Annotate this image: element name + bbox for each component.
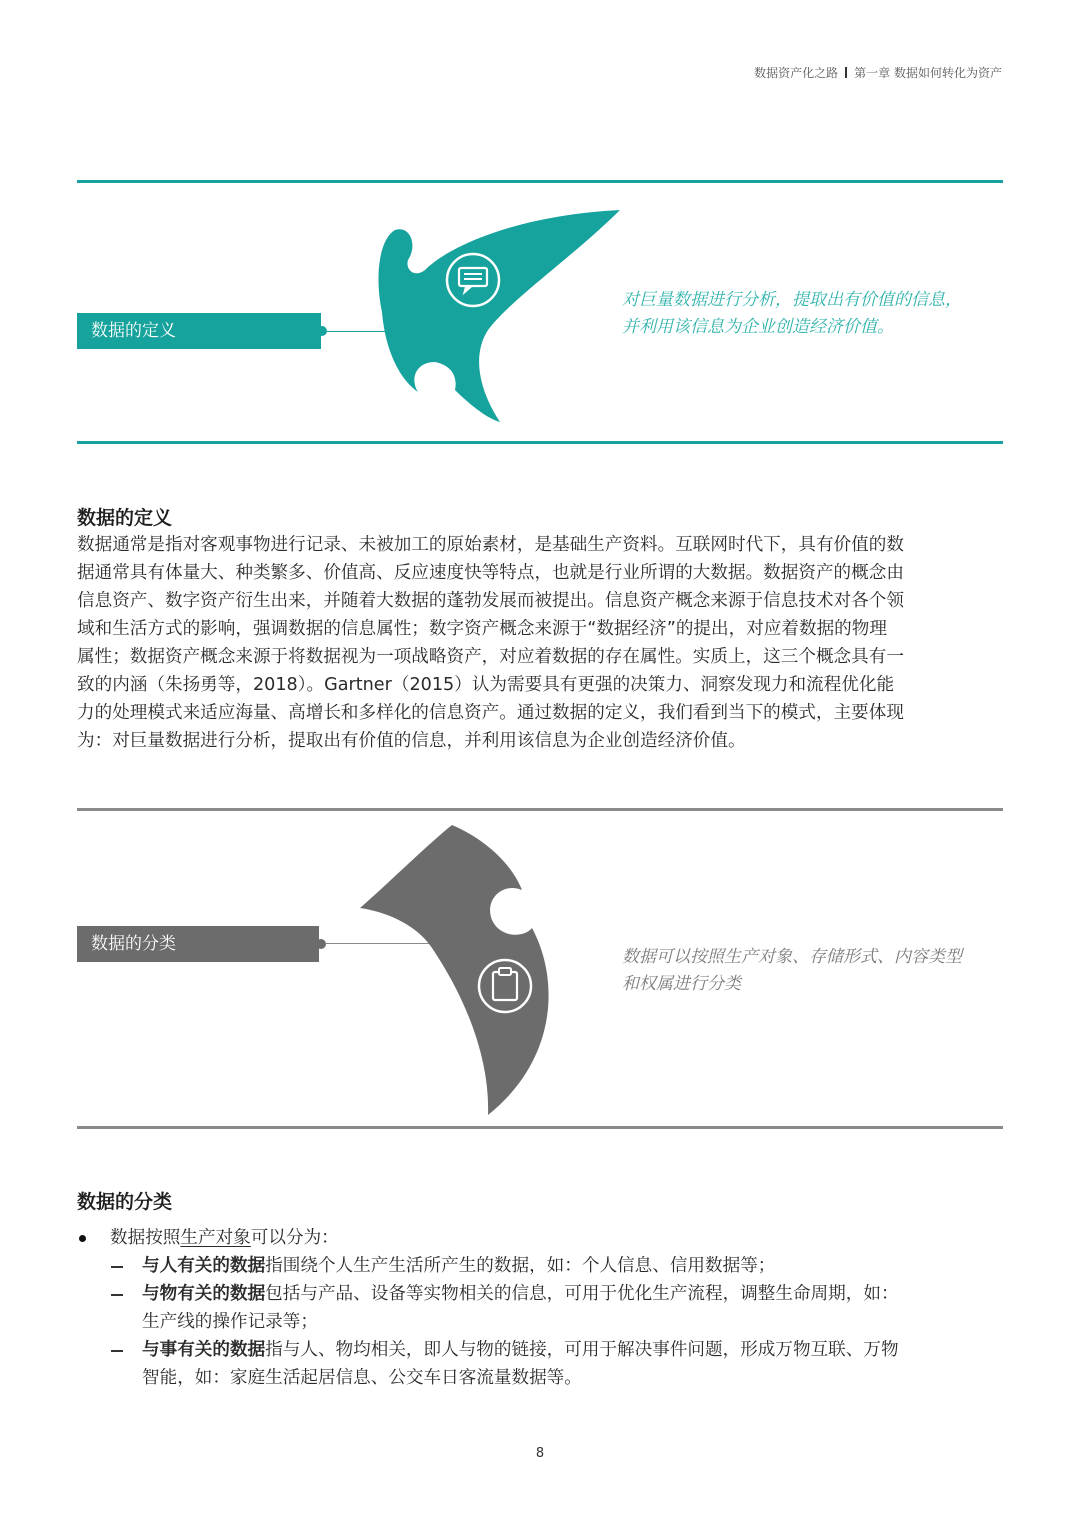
classification-callout-line2: 和权属进行分类	[622, 974, 741, 994]
subitem-text: 指与人、物均相关，即人与物的链接，可用于解决事件问题，形成万物互联、万物	[265, 1340, 899, 1360]
subitem-bold-term: 与事有关的数据	[142, 1340, 266, 1360]
classification-tab-connector-dot	[316, 939, 326, 949]
paragraph-line: 信息资产、数字资产衍生出来，并随着大数据的蓬勃发展而被提出。信息资产概念来源于信息技术对各个领	[77, 591, 904, 611]
sub-list-item	[77, 1280, 1003, 1336]
definition-callout-line2: 并利用该信息为企业创造经济价值。	[622, 317, 894, 337]
bullet-item	[77, 1224, 1003, 1252]
classification-callout-line1: 数据可以按照生产对象、存储形式、内容类型	[622, 947, 962, 967]
paragraph-line: 属性；数据资产概念来源于将数据视为一项战略资产，对应着数据的存在属性。实质上，这三个概念具有一	[77, 647, 904, 667]
dash-marker	[111, 1266, 123, 1268]
paragraph-line: 数据通常是指对客观事物进行记录、未被加工的原始素材，是基础生产资料。互联网时代下，具有价值的数	[77, 535, 904, 555]
definition-tab	[77, 313, 321, 349]
dash-marker	[111, 1350, 123, 1352]
classification-tab-label: 数据的分类	[91, 934, 176, 954]
paragraph-line: 为：对巨量数据进行分析，提取出有价值的信息，并利用该信息为企业创造经济价值。	[77, 731, 746, 751]
page-number: 8	[535, 1446, 545, 1461]
paragraph-line: 据通常具有体量大、种类繁多、价值高、反应速度快等特点，也就是行业所谓的大数据。数据资产的概念由	[77, 563, 904, 583]
sub-list-item	[77, 1336, 1003, 1392]
paragraph-line: 力的处理模式来适应海量、高增长和多样化的信息资产。通过数据的定义，我们看到当下的模式，主要体现	[77, 703, 904, 723]
subitem-text: 指围绕个人生产生活所产生的数据，如：个人信息、信用数据等；	[265, 1256, 776, 1276]
classification-heading: 数据的分类	[77, 1191, 173, 1213]
paragraph-line: 致的内涵（朱扬勇等，2018）。Gartner（2015）认为需要具有更强的决策力、洞察发现力和流程优化能	[77, 675, 895, 695]
definition-puzzle-piece	[370, 200, 630, 430]
definition-tab-label: 数据的定义	[91, 321, 176, 341]
paragraph-line: 域和生活方式的影响，强调数据的信息属性；数字资产概念来源于“数据经济”的提出，对应着数据的物理	[77, 619, 887, 639]
subitem-text: 包括与产品、设备等实物相关的信息，可用于优化生产流程，调整生命周期，如：	[265, 1284, 899, 1304]
classification-tab	[77, 926, 319, 962]
classification-band-bottom-rule	[77, 1126, 1003, 1129]
definition-tab-connector-dot	[317, 326, 327, 336]
header-separator	[845, 67, 847, 78]
chapter-title: 第一章 数据如何转化为资产	[854, 66, 1002, 80]
subitem-bold-term: 与物有关的数据	[142, 1284, 266, 1304]
book-title: 数据资产化之路	[754, 66, 839, 80]
classification-band-top-rule	[77, 808, 1003, 811]
dash-marker	[111, 1294, 123, 1296]
classification-list	[77, 1224, 1003, 1392]
classification-puzzle-piece	[352, 820, 562, 1120]
bullet-dot	[79, 1235, 86, 1242]
definition-callout	[622, 287, 1022, 341]
bullet-text-suffix: 可以分为：	[250, 1228, 339, 1248]
definition-heading: 数据的定义	[77, 507, 173, 529]
definition-band-top-rule	[77, 180, 1003, 183]
running-header	[754, 64, 1002, 81]
subitem-continuation: 智能，如：家庭生活起居信息、公交车日客流量数据等。	[142, 1368, 582, 1388]
bullet-text-prefix: 数据按照	[110, 1228, 181, 1248]
sub-list-item	[77, 1252, 1003, 1280]
definition-band-bottom-rule	[77, 441, 1003, 444]
definition-paragraph	[77, 531, 1003, 755]
definition-callout-line1: 对巨量数据进行分析，提取出有价值的信息，	[622, 290, 962, 310]
subitem-continuation: 生产线的操作记录等；	[142, 1312, 318, 1332]
subitem-bold-term: 与人有关的数据	[142, 1256, 266, 1276]
bullet-text-underlined: 生产对象	[180, 1228, 251, 1248]
classification-callout	[622, 944, 1042, 998]
